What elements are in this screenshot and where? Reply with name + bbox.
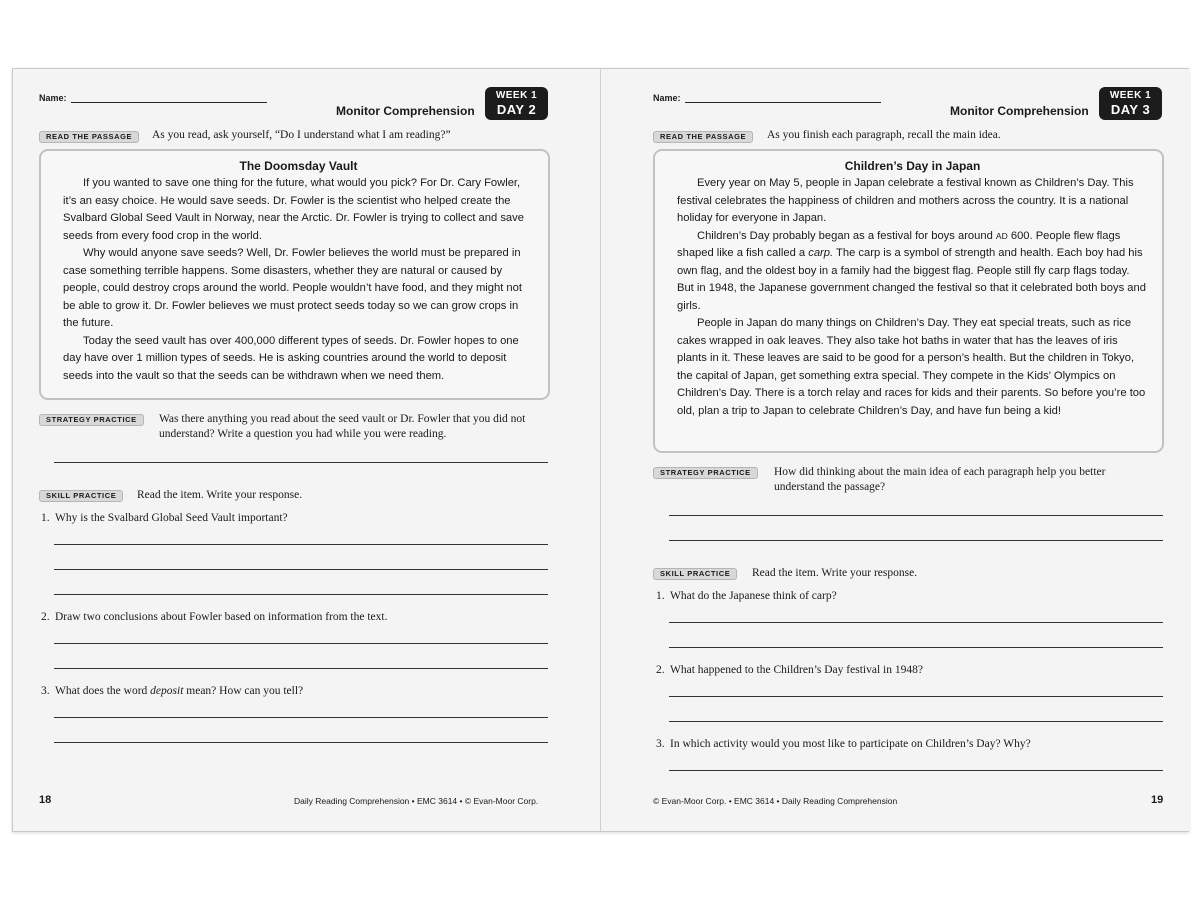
passage-paragraph: People in Japan do many things on Children’s Day. They eat special treats, such as rice cakes wrapped in oak leaves. They also take hot baths in water that has the leaves of iris plants in it. These leaves are said to be good for a person’s health. But the children in Tokyo, the capital of Japan, get something extra special. They compete in the Kids’ Olympics on Children’s Day. There is a torch relay and races for kids and their parents. So before you’re too old, plan a trip to Japan to celebrate Children’s Day, and have fun being a kid! bbox=[677, 317, 1146, 417]
page-right bbox=[601, 69, 1189, 831]
passage-title: Children’s Day in Japan bbox=[844, 159, 981, 173]
page-number: 19 bbox=[1151, 794, 1164, 806]
page-left bbox=[13, 69, 600, 831]
answer-line[interactable] bbox=[54, 462, 548, 463]
passage-box bbox=[39, 149, 550, 400]
question-3: 3. What does the word deposit mean? How can you tell? bbox=[41, 685, 304, 697]
section-title: Monitor Comprehension bbox=[950, 104, 1089, 118]
passage-title: The Doomsday Vault bbox=[239, 159, 358, 173]
name-label: Name: bbox=[653, 93, 681, 103]
answer-line[interactable] bbox=[54, 544, 548, 545]
read-passage-badge: READ THE PASSAGE bbox=[39, 131, 139, 143]
answer-line[interactable] bbox=[669, 696, 1163, 697]
name-line bbox=[71, 93, 267, 103]
strategy-prompt-line-1: Was there anything you read about the seed vault or Dr. Fowler that you did not bbox=[159, 413, 526, 425]
answer-line[interactable] bbox=[54, 569, 548, 570]
read-passage-badge: READ THE PASSAGE bbox=[653, 131, 753, 143]
question-2: 2. What happened to the Children’s Day festival in 1948? bbox=[656, 664, 923, 676]
section-title: Monitor Comprehension bbox=[336, 104, 475, 118]
question-1: 1. Why is the Svalbard Global Seed Vault important? bbox=[41, 512, 288, 524]
page-footer: © Evan-Moor Corp. • EMC 3614 • Daily Reading Comprehension bbox=[653, 796, 898, 806]
name-field bbox=[39, 93, 267, 103]
passage-box bbox=[653, 149, 1164, 453]
answer-line[interactable] bbox=[54, 668, 548, 669]
week-day-tab bbox=[485, 87, 548, 120]
passage-paragraph: Today the seed vault has over 400,000 different types of seeds. Dr. Fowler hopes to one day have over 1 million types of seeds. He is asking countries around the world to deposit seeds into the vault so that the seeds can be withdrawn when we need them. bbox=[63, 334, 519, 382]
week-label: WEEK 1 bbox=[495, 90, 538, 101]
strategy-prompt-line-2: understand the passage? bbox=[774, 481, 886, 493]
strategy-practice-badge: STRATEGY PRACTICE bbox=[653, 467, 758, 479]
answer-line[interactable] bbox=[669, 515, 1163, 516]
answer-line[interactable] bbox=[669, 721, 1163, 722]
day-label: DAY 2 bbox=[496, 102, 537, 117]
name-line bbox=[685, 93, 881, 103]
name-label: Name: bbox=[39, 93, 67, 103]
question-2: 2. Draw two conclusions about Fowler based on information from the text. bbox=[41, 611, 388, 623]
question-1: 1. What do the Japanese think of carp? bbox=[656, 590, 837, 602]
answer-line[interactable] bbox=[54, 643, 548, 644]
passage-paragraph: Why would anyone save seeds? Well, Dr. Fowler believes the world must be prepared in case something terrible happens. Some disasters, whether they are natural or caused by people, could destroy crops around the world. People wouldn’t have food, and they might not be able to grow it. Dr. Fowler believes we must protect seeds today so we can grow crops in the future. bbox=[63, 247, 522, 329]
day-label: DAY 3 bbox=[1110, 102, 1151, 117]
question-3: 3. In which activity would you most like to participate on Children’s Day? Why? bbox=[656, 738, 1031, 750]
answer-line[interactable] bbox=[669, 770, 1163, 771]
passage-paragraph: Children’s Day probably began as a festival for boys around AD 600. People flew flags shaped like a fish called a carp. The carp is a symbol of strength and health. Each boy had his own flag, and the oldest boy in a family had the biggest flag. People still fly carp flags today. But in 1948, the Japanese government changed the festival so that it celebrated both boys and girls. bbox=[677, 229, 1146, 312]
skill-instruction: Read the item. Write your response. bbox=[137, 489, 303, 501]
answer-line[interactable] bbox=[669, 622, 1163, 623]
read-instruction: As you read, ask yourself, “Do I understand what I am reading?” bbox=[152, 129, 451, 141]
skill-instruction: Read the item. Write your response. bbox=[752, 567, 918, 579]
strategy-prompt-line-2: understand? Write a question you had while you were reading. bbox=[159, 428, 447, 440]
answer-line[interactable] bbox=[669, 647, 1163, 648]
name-field bbox=[653, 93, 881, 103]
answer-line[interactable] bbox=[54, 742, 548, 743]
skill-practice-badge: SKILL PRACTICE bbox=[653, 568, 737, 580]
read-instruction: As you finish each paragraph, recall the main idea. bbox=[767, 129, 1001, 141]
skill-practice-badge: SKILL PRACTICE bbox=[39, 490, 123, 502]
answer-line[interactable] bbox=[54, 594, 548, 595]
week-day-tab bbox=[1099, 87, 1162, 120]
page-number: 18 bbox=[39, 794, 52, 806]
passage-paragraph: If you wanted to save one thing for the future, what would you pick? For Dr. Cary Fowler, it’s an easy choice. He would save seeds. Dr. Fowler is the scientist who helped create the Svalbard Global Seed Vault in Norway, near the Arctic. Dr. Fowler is trying to collect and save seeds from every food crop in the world. bbox=[63, 177, 524, 242]
answer-line[interactable] bbox=[669, 540, 1163, 541]
page-footer: Daily Reading Comprehension • EMC 3614 • © Evan-Moor Corp. bbox=[294, 796, 539, 806]
answer-line[interactable] bbox=[54, 717, 548, 718]
passage-paragraph: Every year on May 5, people in Japan celebrate a festival known as Children’s Day. This festival celebrates the happiness of children and mothers across the country. It is a national holiday for everyone in Japan. bbox=[677, 177, 1134, 224]
strategy-practice-badge: STRATEGY PRACTICE bbox=[39, 414, 144, 426]
strategy-prompt-line-1: How did thinking about the main idea of each paragraph help you better bbox=[774, 466, 1106, 478]
week-label: WEEK 1 bbox=[1109, 90, 1152, 101]
workbook-spread bbox=[12, 68, 1189, 832]
